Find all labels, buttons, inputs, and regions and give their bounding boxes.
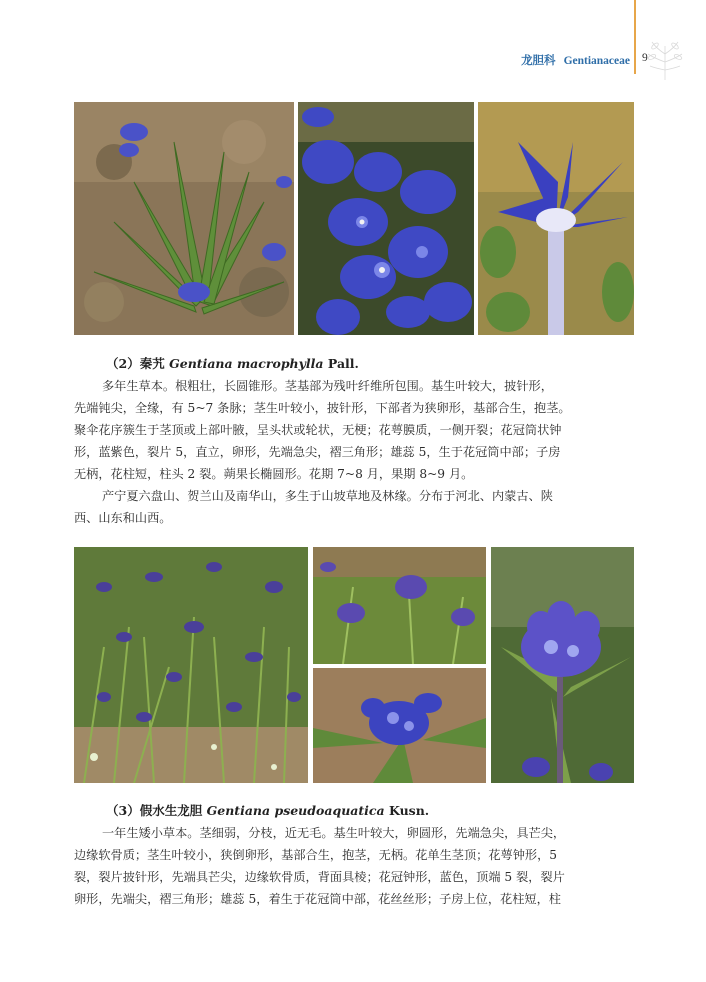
text-line: 西、山东和山西。 — [74, 511, 172, 525]
text-line: 聚伞花序簇生于茎顶或上部叶腋，呈头状或轮状，无梗；花萼膜质，一侧开裂；花冠筒状钟 — [74, 423, 562, 437]
text-line: 产宁夏六盘山、贺兰山及南华山，多生于山坡草地及林缘。分布于河北、内蒙古、陕 — [102, 489, 553, 503]
family-name-latin: Gentianaceae — [563, 55, 630, 67]
species-name-cn: 假水生龙胆 — [139, 803, 203, 818]
text-line: 多年生草本。根粗壮，长圆锥形。茎基部为残叶纤维所包围。基生叶较大，披针形， — [102, 379, 553, 393]
family-name-cn: 龙胆科 — [521, 55, 556, 67]
photo-rosette-with-flowers — [74, 102, 294, 335]
text-line: 卵形，先端尖，褶三角形；雄蕊 5，着生于花冠筒中部，花丝丝形；子房上位，花柱短，柱 — [74, 892, 561, 906]
running-header — [521, 52, 630, 68]
photo-cluster-of-blue-flowers — [298, 102, 474, 335]
species-description — [74, 375, 636, 485]
photo-flower-cluster-lower — [313, 668, 486, 783]
species-number: （2） — [106, 356, 140, 371]
photo-meadow-with-many-flowers — [74, 547, 308, 783]
species-title — [106, 801, 429, 819]
species-title — [106, 354, 359, 372]
species-description — [74, 822, 636, 910]
species-name-cn: 秦艽 — [139, 356, 165, 371]
text-line: 形，蓝紫色，裂片 5，直立，卵形，先端急尖，褶三角形；雄蕊 5，生于花冠筒中部；子房 — [74, 445, 561, 459]
photo-flower-head-closeup — [491, 547, 634, 783]
species-distribution — [74, 485, 636, 529]
text-line: 先端钝尖，全缘，有 5~7 条脉；茎生叶较小，披针形，下部者为狭卵形，基部合生，抱茎。 — [74, 401, 571, 415]
leaf-ornament-icon — [646, 40, 684, 82]
header-accent-bar — [634, 0, 636, 74]
text-line: 无柄，花柱短，柱头 2 裂。蒴果长椭圆形。花期 7~8 月，果期 8~9 月。 — [74, 467, 474, 481]
photo-flower-cluster-upper — [313, 547, 486, 664]
species-author: Kusn. — [388, 803, 430, 818]
text-line: 裂，裂片披针形，先端具芒尖，边缘软骨质，背面具棱；花冠钟形，蓝色，顶端 5 裂，裂片 — [74, 870, 565, 884]
text-line: 一年生矮小草本。茎细弱，分枝，近无毛。基生叶较大，卵圆形，先端急尖，具芒尖， — [102, 826, 566, 840]
text-line: 边缘软骨质；茎生叶较小，狭倒卵形，基部合生，抱茎，无柄。花单生茎顶；花萼钟形，5 — [74, 848, 558, 862]
species-name-latin: Gentiana macrophylla — [169, 356, 324, 371]
species-name-latin: Gentiana pseudoaquatica — [206, 803, 385, 818]
species-number: （3） — [106, 803, 140, 818]
species-author: Pall. — [327, 356, 359, 371]
photo-single-flower-closeup — [478, 102, 634, 335]
page-number: 9 — [642, 52, 648, 64]
